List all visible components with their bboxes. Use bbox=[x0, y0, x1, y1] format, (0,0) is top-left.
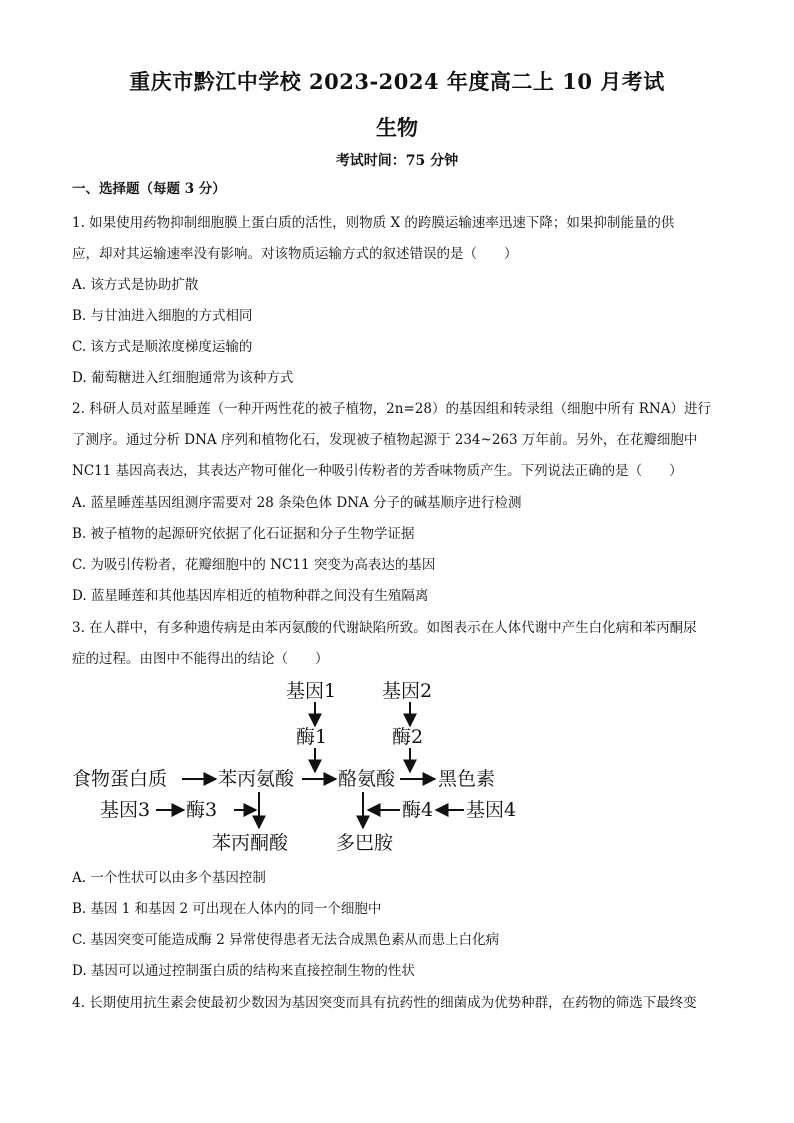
exam-time: 考试时间：75 分钟 bbox=[335, 153, 459, 169]
label-melanin: 黑色素 bbox=[438, 768, 496, 790]
q2-stem-line2: 了测序。通过分析 DNA 序列和植物化石，发现被子植物起源于 234~263 万年前。另外，在花瓣细胞中 bbox=[72, 432, 698, 448]
q3-stem-line1: 3. 在人群中，有多种遗传病是由苯丙氨酸的代谢缺陷所致。如图表示在人体代谢中产生白化病和苯丙酮尿 bbox=[72, 620, 697, 636]
q2-option-b: B. 被子植物的起源研究依据了化石证据和分子生物学证据 bbox=[72, 526, 415, 542]
label-gene3: 基因3 bbox=[100, 799, 151, 821]
q1-option-c: C. 该方式是顺浓度梯度运输的 bbox=[72, 339, 253, 355]
label-gene2: 基因2 bbox=[382, 680, 433, 702]
q3-option-c: C. 基因突变可能造成酶 2 异常使得患者无法合成黑色素从而患上白化病 bbox=[72, 932, 500, 948]
metabolism-pathway-diagram bbox=[70, 676, 540, 862]
q1-option-a: A. 该方式是协助扩散 bbox=[72, 277, 199, 293]
label-enzyme3: 酶3 bbox=[186, 799, 218, 821]
q2-option-d: D. 蓝星睡莲和其他基因库相近的植物种群之间没有生殖隔离 bbox=[72, 588, 429, 604]
label-tyrosine: 酪氨酸 bbox=[338, 768, 396, 790]
section-heading: 一、选择题（每题 3 分） bbox=[72, 181, 226, 197]
q3-stem-line2: 症的过程。由图中不能得出的结论（ ） bbox=[72, 651, 329, 667]
q1-stem-line2: 应，却对其运输速率没有影响。对该物质运输方式的叙述错误的是（ ） bbox=[72, 246, 518, 262]
label-phenylalanine: 苯丙氨酸 bbox=[218, 768, 295, 790]
exam-title: 重庆市黔江中学校 2023-2024 年度高二上 10 月考试 bbox=[129, 69, 665, 94]
q3-option-a: A. 一个性状可以由多个基因控制 bbox=[72, 870, 266, 886]
q3-option-b: B. 基因 1 和基因 2 可出现在人体内的同一个细胞中 bbox=[72, 901, 382, 917]
label-gene4: 基因4 bbox=[466, 799, 517, 821]
label-food-protein: 食物蛋白质 bbox=[72, 768, 168, 790]
label-dopamine: 多巴胺 bbox=[336, 832, 394, 854]
subject-title: 生物 bbox=[376, 115, 418, 140]
q2-option-a: A. 蓝星睡莲基因组测序需要对 28 条染色体 DNA 分子的碱基顺序进行检测 bbox=[72, 495, 522, 511]
q2-stem-line1: 2. 科研人员对蓝星睡莲（一种开两性花的被子植物，2n=28）的基因组和转录组（细胞中所有 RNA）进行 bbox=[72, 401, 711, 417]
q1-option-d: D. 葡萄糖进入红细胞通常为该种方式 bbox=[72, 370, 294, 386]
label-enzyme4: 酶4 bbox=[402, 799, 434, 821]
label-gene1: 基因1 bbox=[286, 680, 337, 702]
q1-option-b: B. 与甘油进入细胞的方式相同 bbox=[72, 308, 253, 324]
q1-stem-line1: 1. 如果使用药物抑制细胞膜上蛋白质的活性，则物质 X 的跨膜运输速率迅速下降；如果抑制能量的供 bbox=[72, 215, 675, 231]
q2-stem-line3: NC11 基因高表达，其表达产物可催化一种吸引传粉者的芳香味物质产生。下列说法正确的是（ ） bbox=[72, 463, 683, 479]
label-phenylpyruvate: 苯丙酮酸 bbox=[212, 832, 289, 854]
q2-option-c: C. 为吸引传粉者，花瓣细胞中的 NC11 突变为高表达的基因 bbox=[72, 557, 436, 573]
label-enzyme2: 酶2 bbox=[392, 726, 424, 748]
q3-option-d: D. 基因可以通过控制蛋白质的结构来直接控制生物的性状 bbox=[72, 963, 415, 979]
q4-stem-line1: 4. 长期使用抗生素会使最初少数因为基因突变而具有抗药性的细菌成为优势种群，在药物的筛选下最终变 bbox=[72, 995, 697, 1011]
label-enzyme1: 酶1 bbox=[296, 726, 328, 748]
